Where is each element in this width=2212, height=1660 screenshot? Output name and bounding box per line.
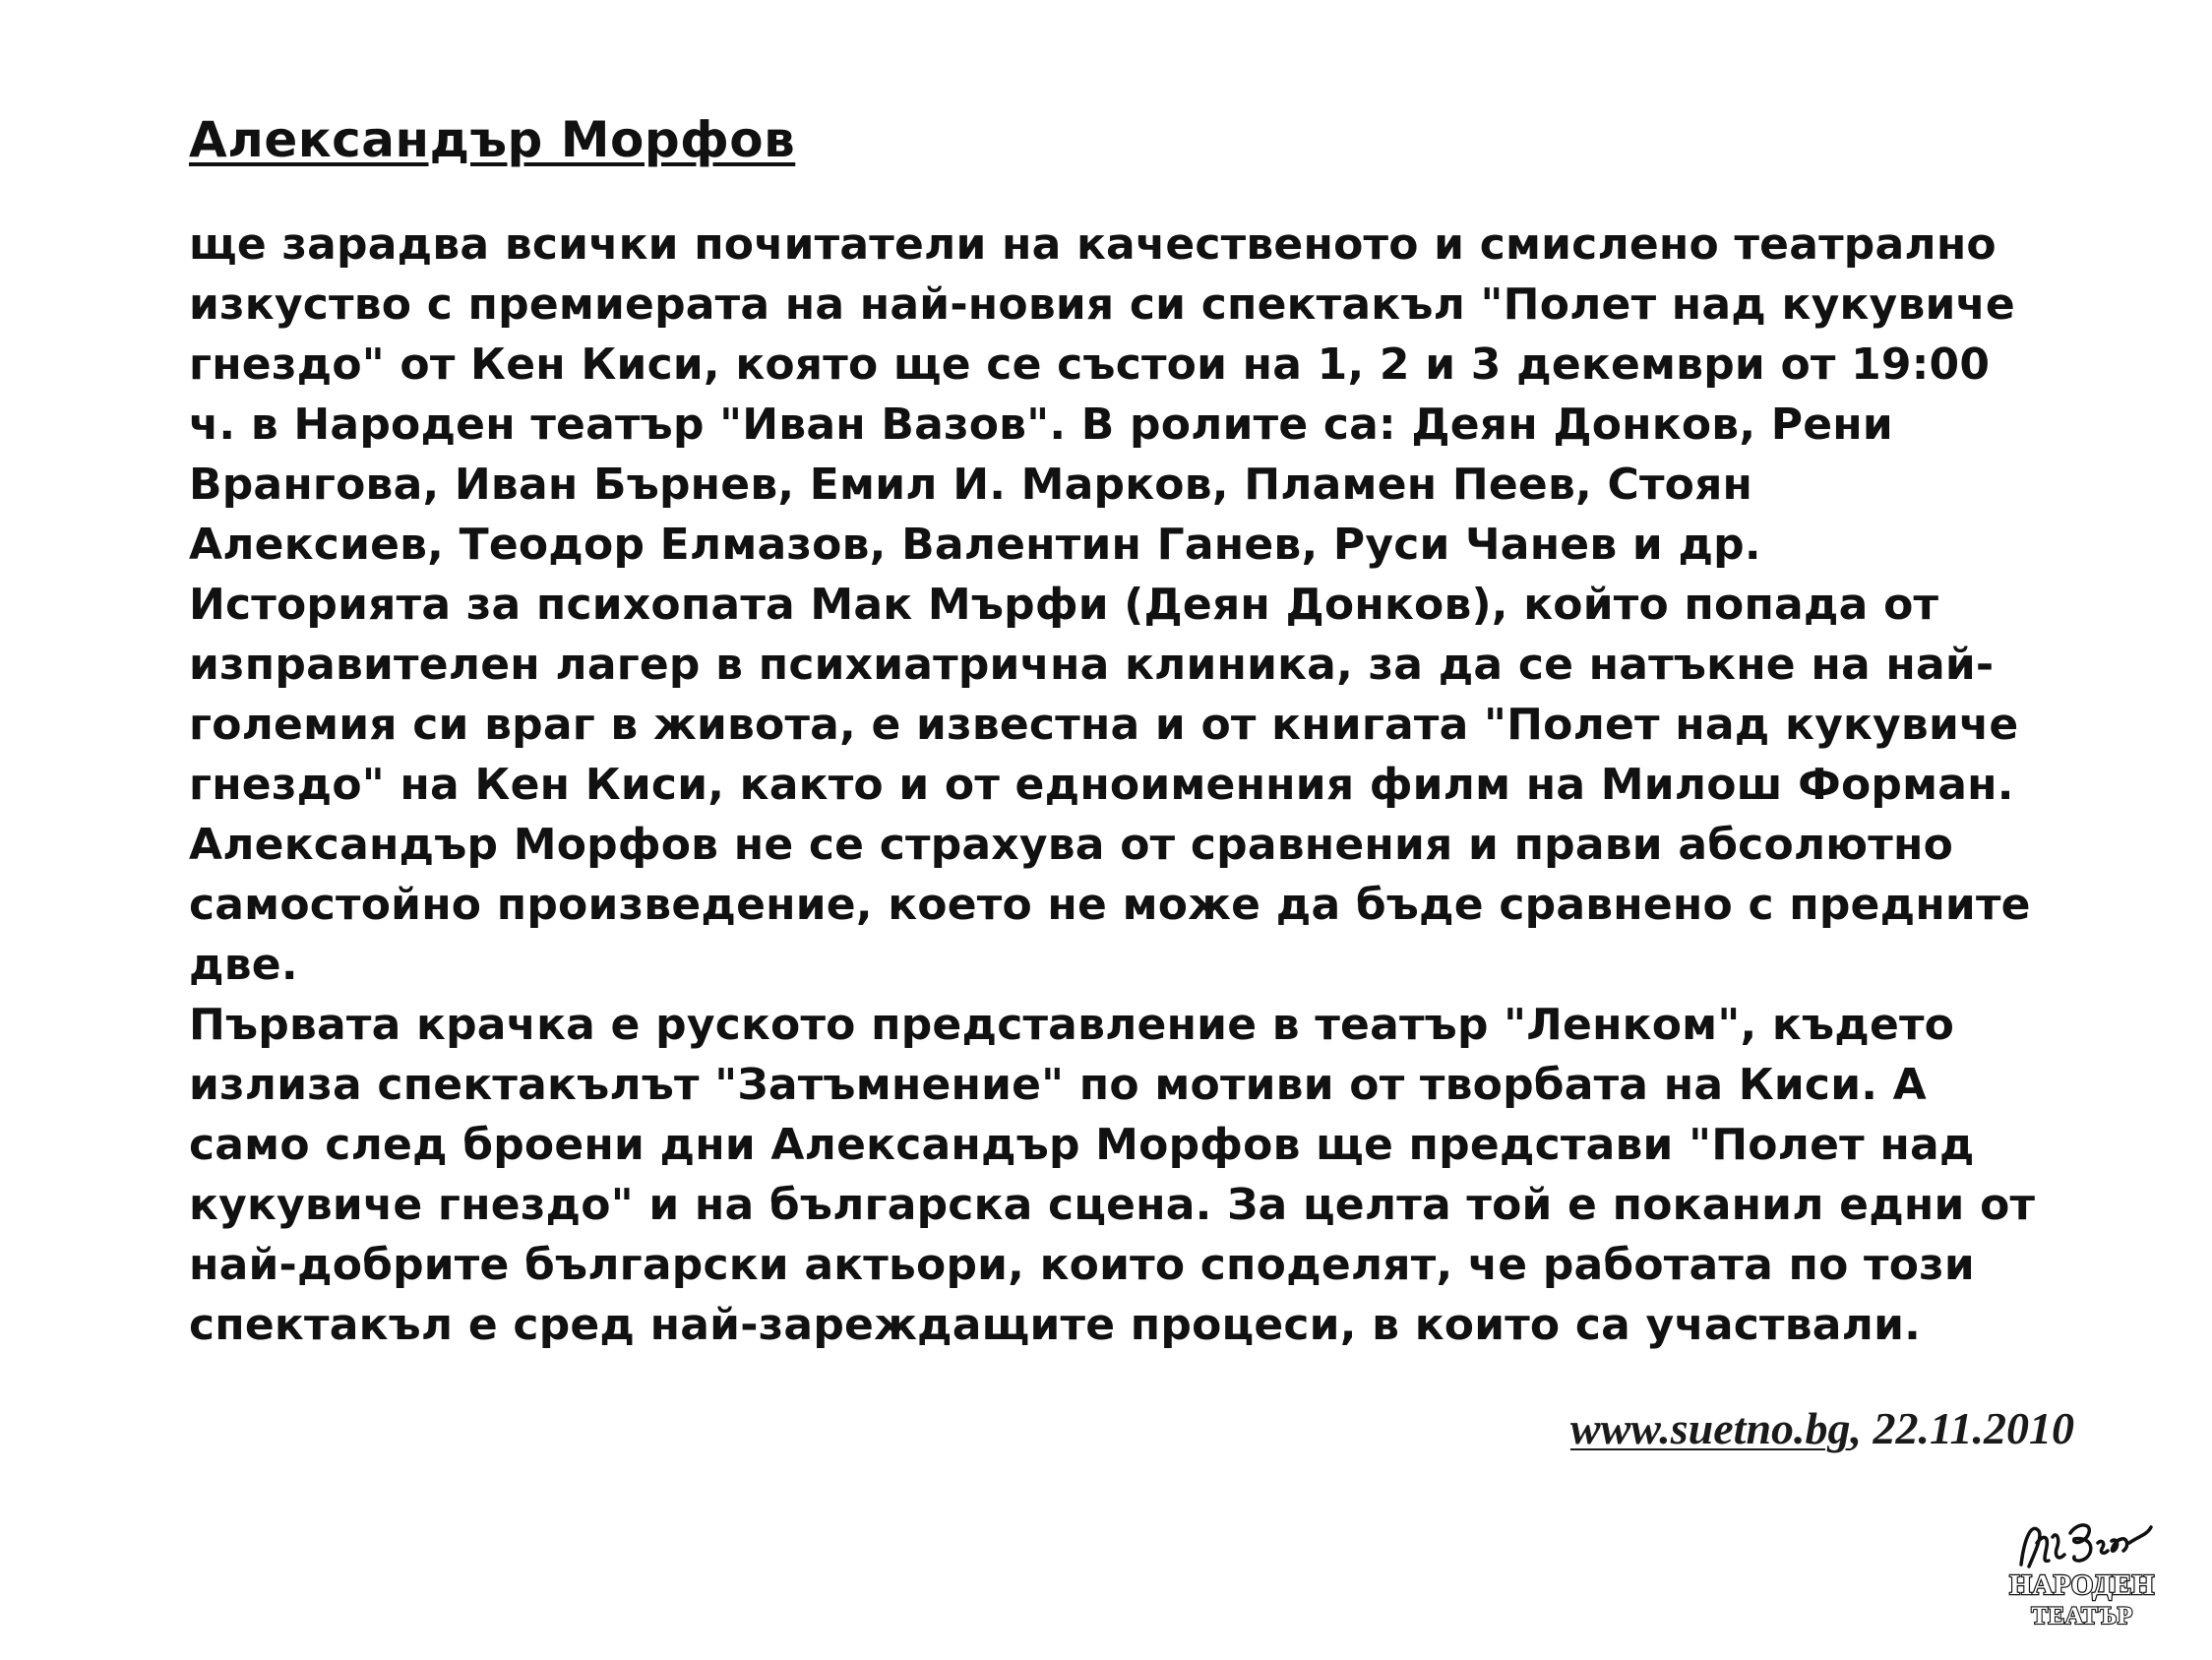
logo-line1: НАРОДЕН: [2009, 1569, 2155, 1601]
body-line: две.: [189, 940, 298, 990]
source-link[interactable]: www.suetno.bg: [1569, 1403, 1851, 1453]
body-line: Александър Морфов не се страхува от сравнения и прави абсолютно: [189, 820, 1954, 870]
body-line: Алексиев, Теодор Елмазов, Валентин Ганев, Руси Чанев и др.: [189, 520, 1761, 570]
body-line: спектакъл е сред най-зареждащите процеси, в които са участвали.: [189, 1300, 1922, 1350]
national-theatre-logo: [2003, 1513, 2161, 1637]
source-separator: ,: [1850, 1403, 1863, 1453]
body-line: кукувиче гнездо" и на българска сцена. За целта той е поканил едни от: [189, 1180, 2036, 1230]
body-line: излиза спектакълът "Затъмнение" по мотиви от творбата на Киси. А: [189, 1060, 1927, 1110]
body-line: гнездо" на Кен Киси, както и от едноименния филм на Милош Форман.: [189, 760, 2014, 810]
article-body: [189, 215, 2118, 1355]
source-citation: [1523, 1401, 2074, 1456]
body-line: изправителен лагер в психиатрична клиника, за да се натъкне на най-: [189, 640, 1995, 690]
body-line: само след броени дни Александър Морфов ще представи "Полет над: [189, 1120, 1975, 1170]
body-line: най-добрите български актьори, които споделят, че работата по този: [189, 1240, 1975, 1290]
article-title: Александър Морфов: [189, 111, 796, 168]
body-line: изкуство с премиерата на най-новия си спектакъл "Полет над кукувиче: [189, 279, 2015, 330]
body-line: Врангова, Иван Бърнев, Емил И. Марков, Пламен Пеев, Стоян: [189, 460, 1753, 510]
body-line: ч. в Народен театър "Иван Вазов". В ролите са: Деян Донков, Рени: [189, 400, 1893, 450]
logo-line2: ТЕАТЪР: [2031, 1603, 2133, 1629]
body-line: големия си враг в живота, е известна и от книгата "Полет над кукувиче: [189, 700, 2019, 750]
body-line: Първата крачка е руското представление в театър "Ленком", където: [189, 1000, 1955, 1050]
body-line: гнездо" от Кен Киси, която ще се състои на 1, 2 и 3 декември от 19:00: [189, 339, 1991, 390]
body-line: Историята за психопата Мак Мърфи (Деян Донков), който попада от: [189, 580, 1939, 630]
body-line: самостойно произведение, което не може да бъде сравнено с предните: [189, 880, 2031, 930]
source-date: 22.11.2010: [1873, 1403, 2074, 1453]
signature-icon: [2021, 1525, 2151, 1567]
body-line: ще зарадва всички почитатели на качественото и смислено театрално: [189, 219, 1997, 270]
